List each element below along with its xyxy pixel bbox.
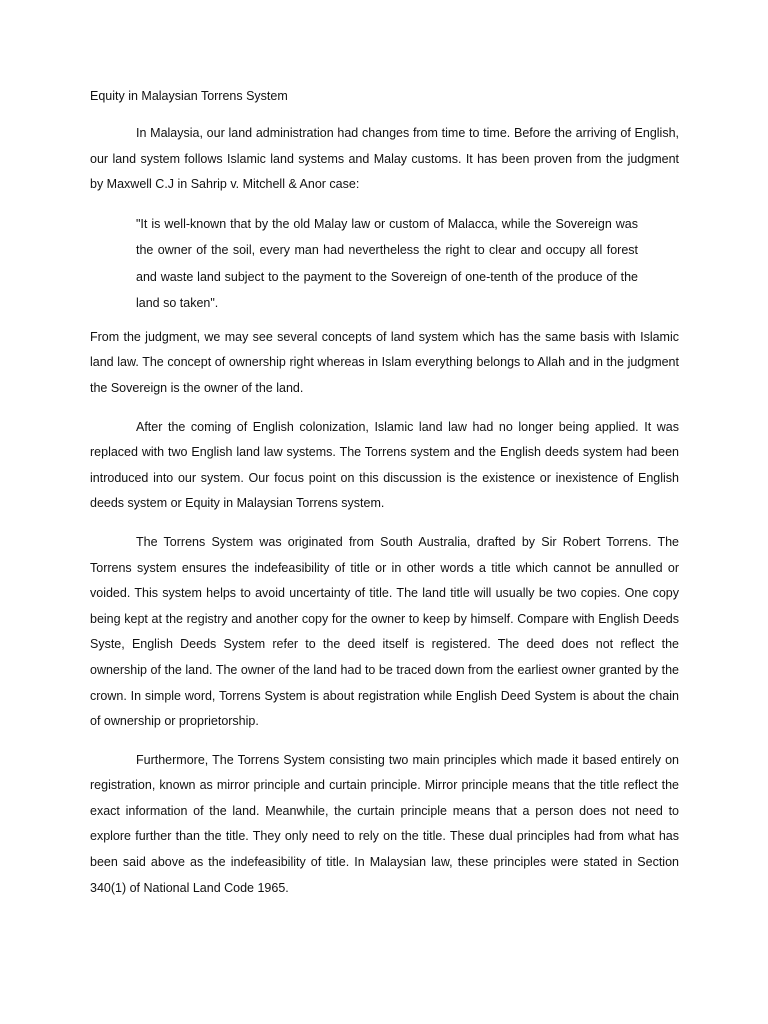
paragraph-intro: In Malaysia, our land administration had changes from time to time. Before the arriving of English, our land system follows Islamic land systems and Malay customs. It has been proven from the judgment by Maxwell C.J in Sahrip v. Mitchell & Anor case: (90, 126, 679, 192)
paragraph-principles: Furthermore, The Torrens System consisting two main principles which made it based entirely on registration, known as mirror principle and curtain principle. Mirror principle means that the title reflect the exact information of the land. Meanwhile, the curtain principle means that a person does not need to explore further than the title. They only need to rely on the title. These dual principles had from what has been said above as the indefeasibility of title. In Malaysian law, these principles were stated in Section 340(1) of National Land Code 1965. (90, 752, 679, 895)
paragraph-torrens-system: The Torrens System was originated from South Australia, drafted by Sir Robert Torrens. The Torrens system ensures the indefeasibility of title or in other words a title which cannot be annulled or voided. This system helps to avoid uncertainty of title. The land title will usually be two copies. One copy being kept at the registry and another copy for the owner to keep by himself. Compare with English Deeds Syste, English Deeds System refer to the deed itself is registered. The deed does not reflect the ownership of the land. The owner of the land had to be traced down from the earliest owner granted by the crown. In simple word, Torrens System is about registration while English Deed System is about the chain of ownership or proprietorship. (90, 534, 679, 729)
block-quote: "It is well-known that by the old Malay law or custom of Malacca, while the Sovereign was the owner of the soil, every man had nevertheless the right to clear and occupy all forest and waste land subject to the payment to the Sovereign of one-tenth of the produce of the land so taken". (136, 216, 638, 311)
document-title: Equity in Malaysian Torrens System (90, 89, 288, 103)
paragraph-english-colonization: After the coming of English colonization, Islamic land law had no longer being applied. It was replaced with two English land law systems. The Torrens system and the English deeds system had been introduced into our system. Our focus point on this discussion is the existence or inexistence of English deeds system or Equity in Malaysian Torrens system. (90, 419, 679, 511)
paragraph-judgment-concepts: From the judgment, we may see several concepts of land system which has the same basis with Islamic land law. The concept of ownership right whereas in Islam everything belongs to Allah and in the judgment the Sovereign is the owner of the land. (90, 329, 679, 395)
